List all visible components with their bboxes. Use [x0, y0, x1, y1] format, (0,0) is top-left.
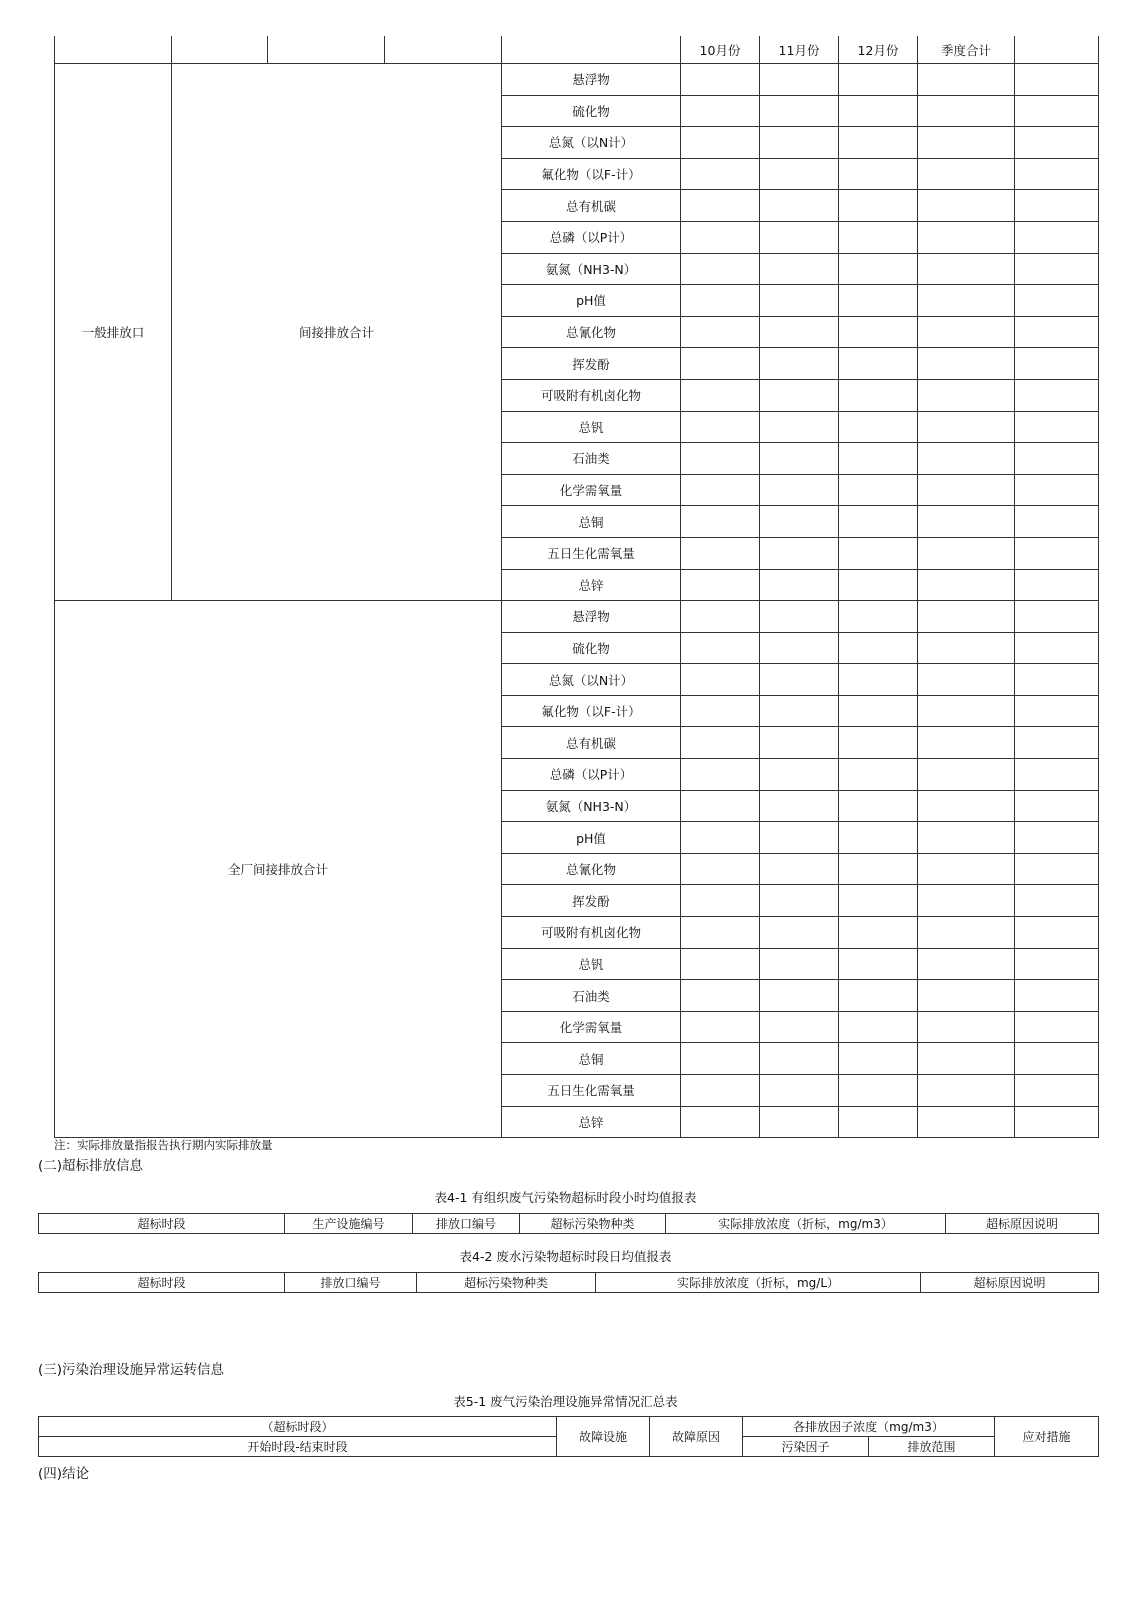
range-header: 排放范围 — [869, 1437, 995, 1457]
value-cell — [839, 664, 918, 696]
value-cell — [918, 1011, 1015, 1043]
value-cell — [839, 411, 918, 443]
value-cell — [918, 822, 1015, 854]
value-cell — [918, 695, 1015, 727]
col-header: 排放口编号 — [285, 1273, 417, 1293]
value-cell — [681, 759, 760, 791]
value-cell — [681, 127, 760, 159]
value-cell — [681, 64, 760, 96]
value-cell — [839, 759, 918, 791]
value-cell — [1015, 759, 1099, 791]
value-cell — [1015, 980, 1099, 1012]
value-cell — [1015, 632, 1099, 664]
value-cell — [839, 127, 918, 159]
pollutant-name: 五日生化需氧量 — [502, 537, 681, 569]
value-cell — [760, 127, 839, 159]
value-cell — [1015, 727, 1099, 759]
value-cell — [681, 95, 760, 127]
value-cell — [918, 443, 1015, 475]
value-cell — [1015, 948, 1099, 980]
pollutant-name: 悬浮物 — [502, 601, 681, 633]
value-cell — [839, 443, 918, 475]
value-cell — [839, 316, 918, 348]
facility-header: 故障设施 — [557, 1417, 650, 1457]
value-cell — [681, 980, 760, 1012]
value-cell — [918, 506, 1015, 538]
value-cell — [839, 948, 918, 980]
value-cell — [1015, 601, 1099, 633]
value-cell — [918, 664, 1015, 696]
plant-indirect-total-cell: 全厂间接排放合计 — [55, 601, 502, 1138]
value-cell — [1015, 790, 1099, 822]
value-cell — [918, 948, 1015, 980]
value-cell — [760, 885, 839, 917]
pollutant-name: pH值 — [502, 285, 681, 317]
pollutant-name: 五日生化需氧量 — [502, 1075, 681, 1107]
value-cell — [681, 443, 760, 475]
value-cell — [681, 1075, 760, 1107]
factor-header: 污染因子 — [743, 1437, 869, 1457]
value-cell — [839, 158, 918, 190]
value-cell — [760, 1075, 839, 1107]
value-cell — [839, 853, 918, 885]
value-cell — [681, 664, 760, 696]
pollutant-name: 石油类 — [502, 443, 681, 475]
value-cell — [760, 443, 839, 475]
value-cell — [760, 1043, 839, 1075]
value-cell — [1015, 1043, 1099, 1075]
value-cell — [1015, 695, 1099, 727]
value-cell — [839, 885, 918, 917]
value-cell — [918, 727, 1015, 759]
value-cell — [760, 506, 839, 538]
value-cell — [1015, 822, 1099, 854]
value-cell — [760, 285, 839, 317]
value-cell — [681, 632, 760, 664]
header-cell — [1015, 36, 1099, 64]
col-header: 排放口编号 — [413, 1214, 520, 1234]
value-cell — [918, 917, 1015, 949]
value-cell — [918, 1106, 1015, 1138]
emission-summary-table — [54, 36, 1099, 1138]
value-cell — [839, 727, 918, 759]
value-cell — [681, 537, 760, 569]
value-cell — [1015, 64, 1099, 96]
table-header-row — [55, 36, 1099, 64]
value-cell — [918, 537, 1015, 569]
value-cell — [918, 221, 1015, 253]
value-cell — [681, 190, 760, 222]
value-cell — [1015, 853, 1099, 885]
value-cell — [918, 759, 1015, 791]
pollutant-name: 石油类 — [502, 980, 681, 1012]
value-cell — [1015, 1011, 1099, 1043]
value-cell — [918, 95, 1015, 127]
table-note: 注：实际排放量指报告执行期内实际排放量 — [54, 1138, 273, 1152]
value-cell — [1015, 1075, 1099, 1107]
pollutant-name: 总铜 — [502, 506, 681, 538]
table-header-row — [39, 1214, 1099, 1234]
value-cell — [1015, 506, 1099, 538]
value-cell — [760, 632, 839, 664]
pollutant-name: 可吸附有机卤化物 — [502, 917, 681, 949]
value-cell — [918, 253, 1015, 285]
value-cell — [918, 316, 1015, 348]
value-cell — [681, 853, 760, 885]
pollutant-name: 总氰化物 — [502, 316, 681, 348]
value-cell — [839, 474, 918, 506]
value-cell — [839, 790, 918, 822]
value-cell — [760, 759, 839, 791]
value-cell — [760, 695, 839, 727]
value-cell — [839, 285, 918, 317]
value-cell — [760, 664, 839, 696]
pollutant-name: 总铜 — [502, 1043, 681, 1075]
value-cell — [839, 980, 918, 1012]
value-cell — [1015, 348, 1099, 380]
value-cell — [918, 474, 1015, 506]
pollutant-name: 总有机碳 — [502, 727, 681, 759]
value-cell — [760, 221, 839, 253]
measures-header: 应对措施 — [995, 1417, 1099, 1457]
value-cell — [839, 1106, 918, 1138]
value-cell — [839, 64, 918, 96]
header-month-11: 11月份 — [760, 36, 839, 64]
header-month-12: 12月份 — [839, 36, 918, 64]
value-cell — [760, 316, 839, 348]
value-cell — [918, 1075, 1015, 1107]
table-4-1 — [38, 1213, 1099, 1234]
value-cell — [839, 601, 918, 633]
pollutant-name: 化学需氧量 — [502, 474, 681, 506]
pollutant-name: 氟化物（以F-计） — [502, 158, 681, 190]
value-cell — [760, 158, 839, 190]
value-cell — [681, 917, 760, 949]
value-cell — [839, 221, 918, 253]
value-cell — [918, 632, 1015, 664]
header-cell — [268, 36, 385, 64]
value-cell — [1015, 411, 1099, 443]
reason-header: 故障原因 — [650, 1417, 743, 1457]
value-cell — [918, 980, 1015, 1012]
value-cell — [839, 1011, 918, 1043]
value-cell — [681, 569, 760, 601]
value-cell — [1015, 664, 1099, 696]
value-cell — [1015, 316, 1099, 348]
col-header: 超标污染物种类 — [520, 1214, 666, 1234]
col-header: 超标原因说明 — [921, 1273, 1099, 1293]
value-cell — [760, 1011, 839, 1043]
value-cell — [681, 885, 760, 917]
section-2-title: (二)超标排放信息 — [38, 1158, 144, 1174]
value-cell — [839, 695, 918, 727]
value-cell — [918, 158, 1015, 190]
value-cell — [760, 379, 839, 411]
value-cell — [681, 790, 760, 822]
value-cell — [681, 727, 760, 759]
value-cell — [681, 474, 760, 506]
col-header: 超标污染物种类 — [417, 1273, 596, 1293]
value-cell — [839, 506, 918, 538]
table-4-2-title: 表4-2 废水污染物超标时段日均值报表 — [459, 1249, 672, 1264]
value-cell — [839, 822, 918, 854]
col-header: 生产设施编号 — [285, 1214, 413, 1234]
value-cell — [681, 948, 760, 980]
concentration-header: 各排放因子浓度（mg/m3） — [743, 1417, 995, 1437]
value-cell — [839, 253, 918, 285]
value-cell — [918, 790, 1015, 822]
pollutant-name: pH值 — [502, 822, 681, 854]
period-header: （超标时段） — [39, 1417, 557, 1437]
value-cell — [760, 948, 839, 980]
value-cell — [681, 1011, 760, 1043]
pollutant-name: 挥发酚 — [502, 885, 681, 917]
value-cell — [839, 569, 918, 601]
value-cell — [918, 1043, 1015, 1075]
value-cell — [918, 601, 1015, 633]
value-cell — [681, 379, 760, 411]
value-cell — [760, 569, 839, 601]
value-cell — [839, 917, 918, 949]
pollutant-name: 总氮（以N计） — [502, 664, 681, 696]
section-3-title: (三)污染治理设施异常运转信息 — [38, 1362, 225, 1378]
col-header: 实际排放浓度（折标，mg/L） — [596, 1273, 921, 1293]
value-cell — [681, 253, 760, 285]
value-cell — [1015, 221, 1099, 253]
value-cell — [1015, 474, 1099, 506]
col-header: 实际排放浓度（折标，mg/m3） — [666, 1214, 946, 1234]
value-cell — [681, 411, 760, 443]
pollutant-name: 总磷（以P计） — [502, 221, 681, 253]
section-4-title: (四)结论 — [38, 1466, 90, 1482]
pollutant-name: 可吸附有机卤化物 — [502, 379, 681, 411]
value-cell — [681, 601, 760, 633]
outlet-type-cell: 一般排放口 — [55, 64, 172, 601]
value-cell — [681, 506, 760, 538]
value-cell — [760, 411, 839, 443]
value-cell — [1015, 253, 1099, 285]
value-cell — [681, 316, 760, 348]
pollutant-name: 硫化物 — [502, 632, 681, 664]
value-cell — [918, 348, 1015, 380]
value-cell — [681, 1106, 760, 1138]
value-cell — [918, 411, 1015, 443]
col-header: 超标原因说明 — [946, 1214, 1099, 1234]
table-4-1-title: 表4-1 有组织废气污染物超标时段小时均值报表 — [434, 1190, 697, 1205]
table-4-2 — [38, 1272, 1099, 1293]
value-cell — [760, 190, 839, 222]
value-cell — [918, 190, 1015, 222]
value-cell — [760, 601, 839, 633]
pollutant-name: 总钒 — [502, 411, 681, 443]
header-cell — [385, 36, 502, 64]
value-cell — [918, 379, 1015, 411]
value-cell — [839, 379, 918, 411]
header-quarter-total: 季度合计 — [918, 36, 1015, 64]
pollutant-name: 硫化物 — [502, 95, 681, 127]
value-cell — [839, 1075, 918, 1107]
value-cell — [760, 253, 839, 285]
indirect-total-cell: 间接排放合计 — [172, 64, 502, 601]
value-cell — [760, 917, 839, 949]
value-cell — [839, 1043, 918, 1075]
value-cell — [839, 190, 918, 222]
value-cell — [760, 537, 839, 569]
pollutant-name: 氟化物（以F-计） — [502, 695, 681, 727]
col-header: 超标时段 — [39, 1214, 285, 1234]
value-cell — [918, 127, 1015, 159]
pollutant-name: 总磷（以P计） — [502, 759, 681, 791]
value-cell — [1015, 95, 1099, 127]
value-cell — [1015, 158, 1099, 190]
pollutant-name: 悬浮物 — [502, 64, 681, 96]
header-month-10: 10月份 — [681, 36, 760, 64]
value-cell — [1015, 885, 1099, 917]
value-cell — [681, 221, 760, 253]
pollutant-name: 挥发酚 — [502, 348, 681, 380]
value-cell — [839, 348, 918, 380]
value-cell — [839, 632, 918, 664]
value-cell — [1015, 917, 1099, 949]
value-cell — [681, 285, 760, 317]
value-cell — [681, 695, 760, 727]
value-cell — [839, 537, 918, 569]
value-cell — [681, 348, 760, 380]
value-cell — [1015, 443, 1099, 475]
pollutant-name: 总钒 — [502, 948, 681, 980]
pollutant-name: 总氰化物 — [502, 853, 681, 885]
table-row — [55, 64, 1099, 96]
value-cell — [1015, 127, 1099, 159]
table-5-1-title: 表5-1 废气污染治理设施异常情况汇总表 — [453, 1394, 678, 1409]
table-5-1 — [38, 1416, 1099, 1457]
value-cell — [760, 64, 839, 96]
value-cell — [918, 885, 1015, 917]
period-subheader: 开始时段-结束时段 — [39, 1437, 557, 1457]
value-cell — [760, 474, 839, 506]
value-cell — [1015, 1106, 1099, 1138]
value-cell — [1015, 569, 1099, 601]
value-cell — [1015, 379, 1099, 411]
value-cell — [760, 1106, 839, 1138]
table-row — [55, 601, 1099, 633]
pollutant-name: 总锌 — [502, 569, 681, 601]
value-cell — [760, 95, 839, 127]
value-cell — [918, 569, 1015, 601]
value-cell — [760, 822, 839, 854]
header-cell — [55, 36, 172, 64]
value-cell — [681, 158, 760, 190]
table-header-row — [39, 1273, 1099, 1293]
value-cell — [681, 822, 760, 854]
pollutant-name: 总锌 — [502, 1106, 681, 1138]
value-cell — [760, 853, 839, 885]
header-cell — [502, 36, 681, 64]
value-cell — [760, 348, 839, 380]
value-cell — [918, 853, 1015, 885]
value-cell — [1015, 537, 1099, 569]
table-header-row — [39, 1417, 1099, 1437]
pollutant-name: 化学需氧量 — [502, 1011, 681, 1043]
value-cell — [839, 95, 918, 127]
value-cell — [1015, 285, 1099, 317]
value-cell — [1015, 190, 1099, 222]
pollutant-name: 总有机碳 — [502, 190, 681, 222]
header-cell — [172, 36, 268, 64]
value-cell — [681, 1043, 760, 1075]
pollutant-name: 总氮（以N计） — [502, 127, 681, 159]
value-cell — [760, 727, 839, 759]
pollutant-name: 氨氮（NH3-N） — [502, 790, 681, 822]
value-cell — [760, 980, 839, 1012]
value-cell — [918, 64, 1015, 96]
col-header: 超标时段 — [39, 1273, 285, 1293]
pollutant-name: 氨氮（NH3-N） — [502, 253, 681, 285]
value-cell — [918, 285, 1015, 317]
value-cell — [760, 790, 839, 822]
